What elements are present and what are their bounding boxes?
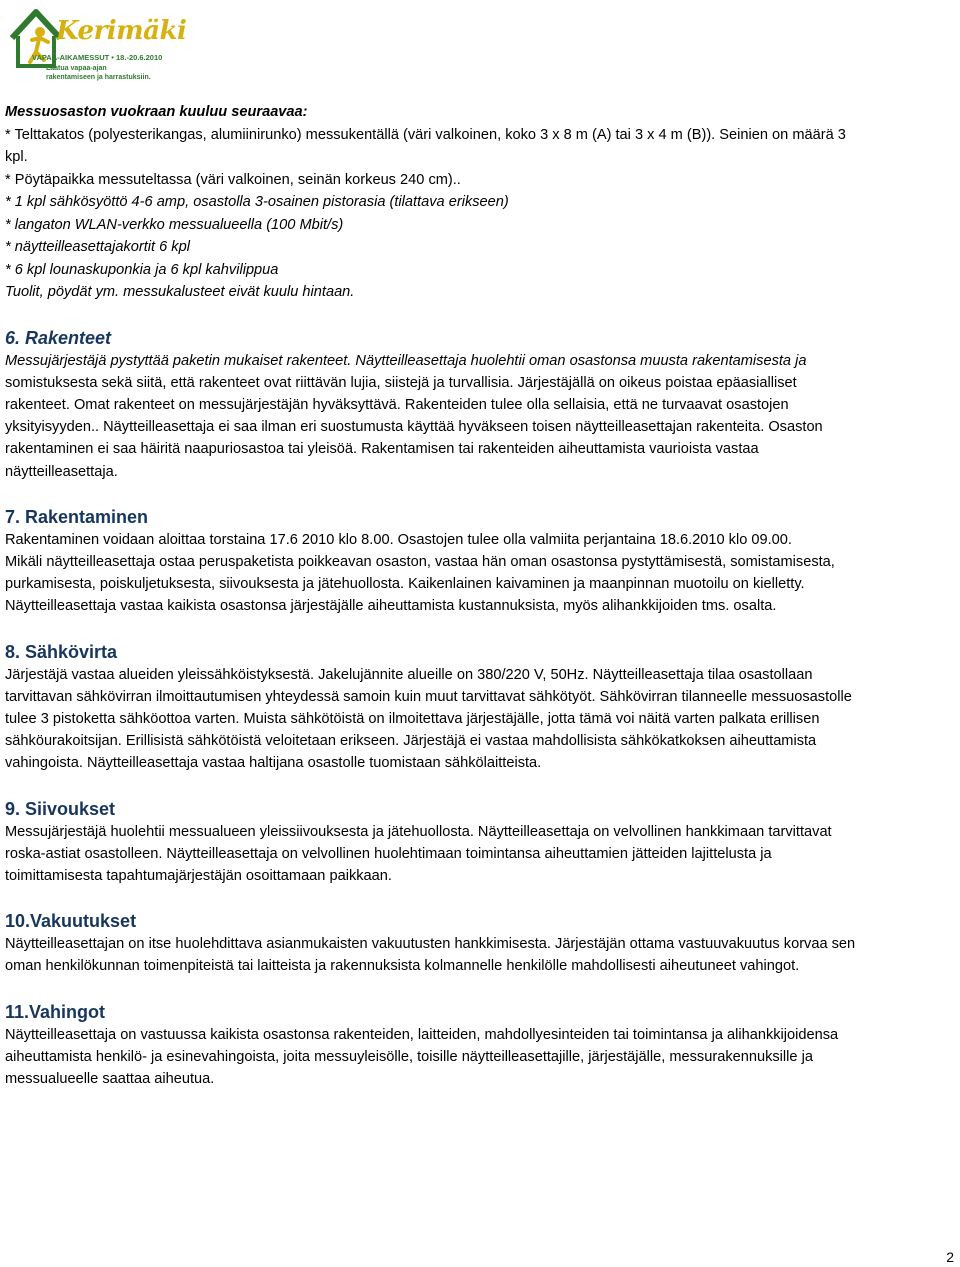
section-line: Järjestäjä vastaa alueiden yleissähköistyksestä. Jakelujännite alueille on 380/220 V, 50Hz. Näytteilleasettaja tilaa osastollaan <box>5 666 813 683</box>
section-line: Näytteilleasettaja vastaa kaikista osastonsa järjestäjälle aiheuttamista kustannuksista, myös alihankkijoiden tms. osalta. <box>5 598 777 615</box>
section-line: roska-astiat osastolleen. Näytteilleasettaja on velvollinen huolehtimaan toimintansa aiheuttamien jätteiden lajittelusta ja <box>5 845 772 862</box>
intro-line: * näytteilleasettajakortit 6 kpl <box>5 239 190 255</box>
section-line: Näytteilleasettaja on vastuussa kaikista osastonsa rakenteiden, laitteiden, mahdollyesinteiden tai toimintansa ja alihankkijoidensa <box>5 1026 839 1043</box>
section-heading: 8. Sähkövirta <box>5 641 118 662</box>
section-line: tarvittavan sähkövirran ilmoittautumisen yhteydessä samoin kuin muut tarvittavat sähkötyöt. Sähkövirran tilanneelle messuosastolle <box>5 688 852 705</box>
intro-line: Tuolit, pöydät ym. messukalusteet eivät kuulu hintaan. <box>5 284 355 300</box>
page-number: 2 <box>946 1249 954 1265</box>
section-line: Messujärjestäjä pystyttää paketin mukaiset rakenteet. Näytteilleasettaja huolehtii oman osastonsa muusta rakentamisesta ja <box>5 352 807 369</box>
section-line: näytteilleasettaja. <box>5 463 118 480</box>
intro-line: kpl. <box>5 149 28 165</box>
section-line: purkamisesta, poiskuljetuksesta, siivouksesta ja jätehuollosta. Kaikenlainen kaivaminen ja maanpinnan muotoilu on kielletty. <box>5 576 805 593</box>
intro-line: * Pöytäpaikka messuteltassa (väri valkoinen, seinän korkeus 240 cm).. <box>5 171 461 188</box>
section-heading: 6. Rakenteet <box>5 327 112 348</box>
intro-title: Messuosaston vuokraan kuuluu seuraavaa: <box>5 104 308 120</box>
intro-line: * 6 kpl lounaskuponkia ja 6 kpl kahvilippua <box>5 261 279 278</box>
section-line: oman henkilökunnan toimenpiteistä tai laitteista ja rakennuksista kolmannelle henkilölle mahdollisesti aiheutuneet vahingot. <box>5 958 800 975</box>
section-rakenteet <box>5 316 955 483</box>
intro-block <box>5 101 955 304</box>
section-line: toimittamisesta tapahtumajärjestäjän osoittamaan paikkaan. <box>5 867 392 884</box>
section-vakuutukset <box>5 899 955 977</box>
intro-line: * Telttakatos (polyesterikangas, alumiinirunko) messukentällä (väri valkoinen, koko 3 x 8 m (A) tai 3 x 4 m (B)). Seinien on määrä 3 <box>5 126 846 143</box>
intro-line: * langaton WLAN-verkko messualueella (100 Mbit/s) <box>5 216 344 233</box>
section-line: messualueelle saattaa aiheutua. <box>5 1070 215 1087</box>
section-siivoukset <box>5 787 955 888</box>
section-line: Mikäli näytteilleasettaja ostaa peruspaketista poikkeavan osaston, vastaa hän oman osastonsa pystyttämisestä, somistamisesta, <box>5 553 835 570</box>
section-line: tulee 3 pistoketta sähköottoa varten. Muista sähkötöistä on ilmoitettava järjestäjälle, jotta tämä voi näitä varten palkata erillisen <box>5 710 820 727</box>
event-logo <box>6 2 187 82</box>
document-body <box>5 101 955 1090</box>
brand-wordmark: Kerimäki <box>56 16 187 46</box>
section-line: Rakentaminen voidaan aloittaa torstaina 17.6 2010 klo 8.00. Osastojen tulee olla valmiita perjantaina 18.6.2010 klo 09.00. <box>5 531 792 548</box>
section-line: rakenteet. Omat rakenteet on messujärjestäjän hyväksyttävä. Rakenteiden tulee olla sellaisia, että ne turvaavat osastojen <box>5 396 789 413</box>
section-rakentaminen <box>5 495 955 618</box>
event-tagline: VAPAA-AIKAMESSUT • 18.-20.6.2010 <box>32 53 163 62</box>
section-sahkovirta <box>5 630 955 775</box>
section-line: aiheuttamista henkilö- ja esinevahingoista, joita messuyleisölle, toisille näytteilleasettajille, järjestäjälle, messurakennuksille ja <box>5 1048 813 1065</box>
section-line: Messujärjestäjä huolehtii messualueen yleissiivouksesta ja jätehuollosta. Näytteilleasettaja on velvollinen hankkimaan tarvittavat <box>5 823 832 840</box>
section-line: Näytteilleasettajan on itse huolehdittava asianmukaisten vakuutusten hankkimisesta. Järjestäjän ottama vastuuvakuutus korvaa sen <box>5 936 856 953</box>
section-line: yksityisyyden.. Näytteilleasettaja ei saa ilman eri suostumusta käyttää hyväkseen toisen näytteilleasettajan rakenteita. Osaston <box>5 419 823 436</box>
section-line: sähköurakoitsijan. Erillisistä sähkötöistä veloitetaan erikseen. Järjestäjä ei vastaa mahdollisista sähkökatkoksen aiheuttamista <box>5 733 817 750</box>
section-line: rakentaminen ei saa häiritä naapuriosastoa tai yleisöä. Rakentamisen tai rakenteiden aiheuttamista vaurioista vastaa <box>5 441 759 458</box>
section-line: somistuksesta sekä siitä, että rakenteet ovat riittävän lujia, siistejä ja turvallisia. Järjestäjällä on oikeus poistaa epäasialliset <box>5 374 797 391</box>
section-vahingot <box>5 990 955 1091</box>
event-slogan: Laatua vapaa-ajan rakentamiseen ja harrastuksiin. <box>46 65 151 81</box>
intro-line: * 1 kpl sähkösyöttö 4-6 amp, osastolla 3-osainen pistorasia (tilattava erikseen) <box>5 194 509 210</box>
section-heading: 7. Rakentaminen <box>5 506 149 527</box>
section-heading: 9. Siivoukset <box>5 798 116 819</box>
section-line: vahingoista. Näytteilleasettaja vastaa haltijana osastolle tuomistaan sähkölaitteista. <box>5 755 542 772</box>
section-heading: 10.Vakuutukset <box>5 911 137 932</box>
section-heading: 11.Vahingot <box>5 1001 106 1022</box>
